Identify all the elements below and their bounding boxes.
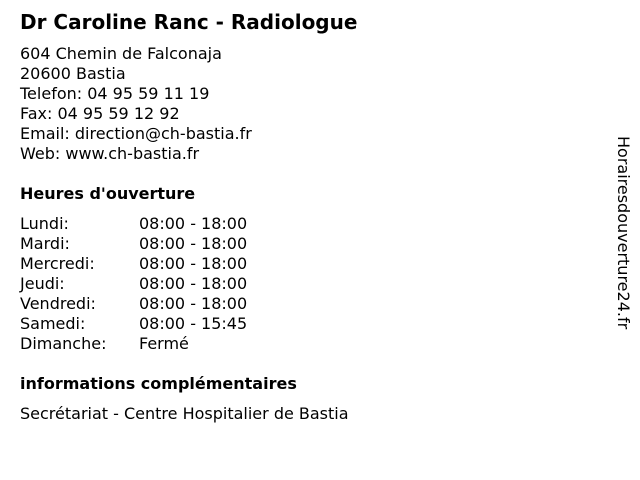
address-street: 604 Chemin de Falconaja <box>20 44 222 63</box>
time-range: 08:00 - 18:00 <box>139 254 248 273</box>
address-city: 20600 Bastia <box>20 64 126 83</box>
fax-text: Fax: 04 95 59 12 92 <box>20 104 180 123</box>
day-label: Mardi: <box>20 234 70 253</box>
hours-heading: Heures d'ouverture <box>20 184 196 203</box>
time-range: 08:00 - 18:00 <box>139 274 248 293</box>
time-range: 08:00 - 15:45 <box>139 314 248 333</box>
day-label: Mercredi: <box>20 254 95 273</box>
web-text: Web: www.ch-bastia.fr <box>20 144 200 163</box>
info-heading: informations complémentaires <box>20 374 297 393</box>
day-label: Lundi: <box>20 214 69 233</box>
day-label: Jeudi: <box>20 274 65 293</box>
site-watermark <box>612 136 634 372</box>
day-label: Vendredi: <box>20 294 96 313</box>
time-range: 08:00 - 18:00 <box>139 234 248 253</box>
time-range: Fermé <box>139 334 189 353</box>
email-text: Email: direction@ch-bastia.fr <box>20 124 252 143</box>
phone-text: Telefon: 04 95 59 11 19 <box>20 84 210 103</box>
time-range: 08:00 - 18:00 <box>139 214 248 233</box>
info-text: Secrétariat - Centre Hospitalier de Bastia <box>20 404 349 423</box>
day-label: Samedi: <box>20 314 86 333</box>
day-label: Dimanche: <box>20 334 107 353</box>
site-watermark-text: Horairesdouverture24.fr <box>614 136 633 330</box>
time-range: 08:00 - 18:00 <box>139 294 248 313</box>
page-title: Dr Caroline Ranc - Radiologue <box>20 10 358 34</box>
